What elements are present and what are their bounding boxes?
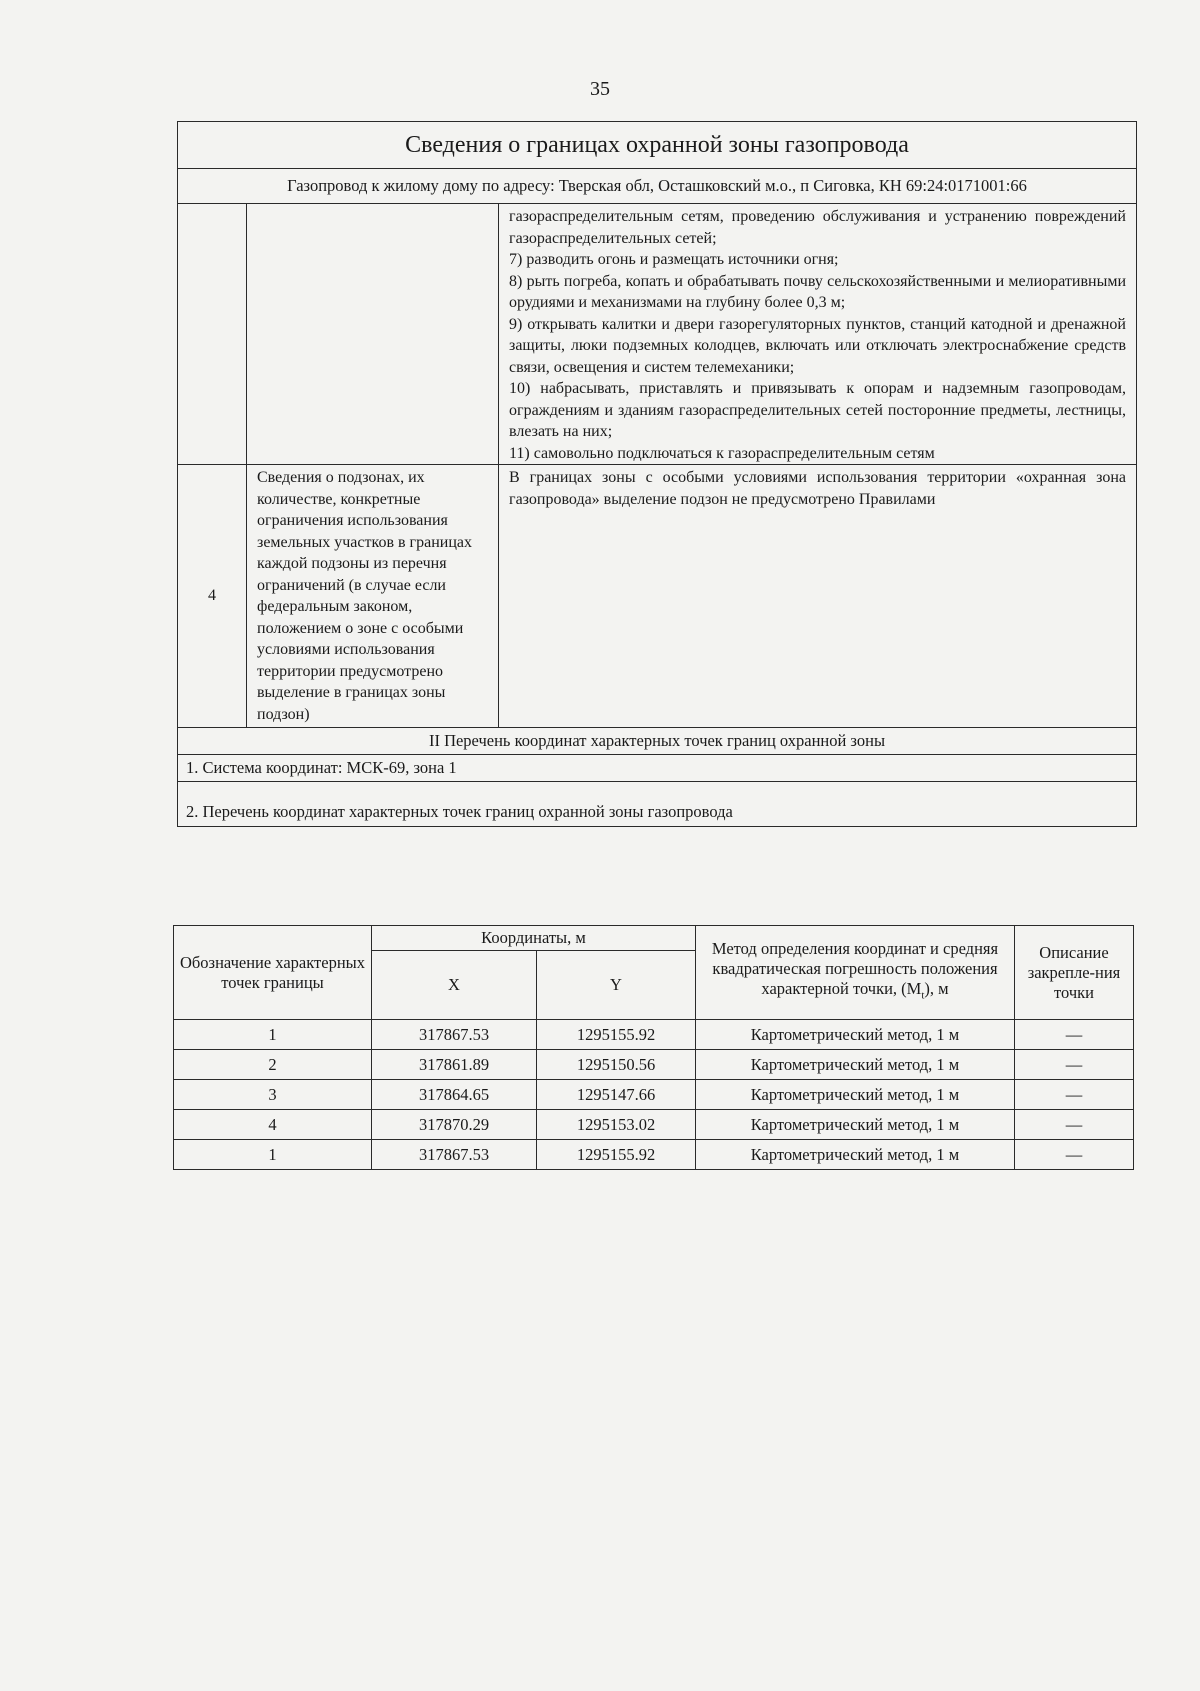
- fixing: —: [1015, 1020, 1134, 1050]
- restriction-paragraph: 11) самовольно подключаться к газораспределительным сетям: [509, 444, 935, 462]
- restriction-paragraph: 9) открывать калитки и двери газорегуляторных пунктов, станций катодной и дренажной защиты, люки подземных колодцев, включать или отключать электроснабжение средств связи, освещения и систем телемеханики;: [509, 315, 1126, 376]
- coordinates-table: [173, 925, 1134, 1170]
- fixing: —: [1015, 1050, 1134, 1080]
- header-method: [696, 926, 1015, 1020]
- x-coord: 317864.65: [372, 1080, 537, 1110]
- points-list-title: 2. Перечень координат характерных точек границ охранной зоны газопровода: [178, 782, 1137, 827]
- header-x: X: [372, 951, 537, 1020]
- fixing: —: [1015, 1110, 1134, 1140]
- header-fixing: Описание закрепле-ния точки: [1015, 926, 1134, 1020]
- table-row: [174, 1110, 1134, 1140]
- table-row-3: [178, 204, 1137, 465]
- table-row: [174, 1020, 1134, 1050]
- point-id: 1: [174, 1140, 372, 1170]
- x-coord: 317867.53: [372, 1020, 537, 1050]
- row-description: В границах зоны с особыми условиями использования территории «охранная зона газопровода» выделение подзон не предусмотрено Правилами: [499, 465, 1137, 728]
- page-number: 35: [590, 78, 610, 100]
- y-coord: 1295155.92: [537, 1020, 696, 1050]
- x-coord: 317861.89: [372, 1050, 537, 1080]
- header-method-text: Метод определения координат и средняя квадратическая погрешность положения характерной точки, (M: [711, 939, 999, 999]
- header-method-tail: ), м: [924, 979, 949, 999]
- method: Картометрический метод, 1 м: [696, 1080, 1015, 1110]
- x-coord: 317870.29: [372, 1110, 537, 1140]
- fixing: —: [1015, 1080, 1134, 1110]
- method: Картометрический метод, 1 м: [696, 1110, 1015, 1140]
- header-y: Y: [537, 951, 696, 1020]
- fixing: —: [1015, 1140, 1134, 1170]
- table-row: [174, 1050, 1134, 1080]
- y-coord: 1295150.56: [537, 1050, 696, 1080]
- restrictions-cell: [499, 204, 1137, 465]
- row-number-cell: [178, 204, 247, 465]
- header-coordinates: Координаты, м: [372, 926, 696, 951]
- y-coord: 1295155.92: [537, 1140, 696, 1170]
- method: Картометрический метод, 1 м: [696, 1050, 1015, 1080]
- header-method-subscript: t: [921, 989, 925, 1002]
- restriction-paragraph: 7) разводить огонь и размещать источники огня;: [509, 251, 839, 268]
- restriction-paragraph: 8) рыть погреба, копать и обрабатывать почву сельскохозяйственными и мелиоративными орудиями и механизмами на глубину более 0,3 м;: [509, 272, 1126, 311]
- point-id: 1: [174, 1020, 372, 1050]
- x-coord: 317867.53: [372, 1140, 537, 1170]
- row-name: Сведения о подзонах, их количестве, конкретные ограничения использования земельных участков в границах каждой подзоны из перечня ограничений (в случае если федеральным законом, положением о зоне с особыми условиями использования территории предусмотрено выделение в границах зоны подзон): [247, 465, 499, 728]
- method: Картометрический метод, 1 м: [696, 1020, 1015, 1050]
- point-id: 4: [174, 1110, 372, 1140]
- restriction-paragraph: газораспределительным сетям, проведению обслуживания и устранению повреждений газораспределительных сетей;: [509, 208, 1126, 247]
- row-name-cell: [247, 204, 499, 465]
- point-id: 3: [174, 1080, 372, 1110]
- table-row: [174, 1080, 1134, 1110]
- document-title: Сведения о границах охранной зоны газопровода: [178, 122, 1137, 169]
- table-row-4: [178, 465, 1137, 728]
- method: Картометрический метод, 1 м: [696, 1140, 1015, 1170]
- zone-info-table: [177, 121, 1137, 827]
- row-number: 4: [178, 465, 247, 728]
- coordinate-system: 1. Система координат: МСК-69, зона 1: [178, 755, 1137, 782]
- object-description: Газопровод к жилому дому по адресу: Тверская обл, Осташковский м.о., п Сиговка, КН 69:24:0171001:66: [178, 169, 1137, 204]
- y-coord: 1295153.02: [537, 1110, 696, 1140]
- point-id: 2: [174, 1050, 372, 1080]
- header-designation: Обозначение характерных точек границы: [174, 926, 372, 1020]
- section-2-title: II Перечень координат характерных точек границ охранной зоны: [178, 728, 1137, 755]
- y-coord: 1295147.66: [537, 1080, 696, 1110]
- table-row: [174, 1140, 1134, 1170]
- restriction-paragraph: 10) набрасывать, приставлять и привязывать к опорам и надземным газопроводам, ограждениям и зданиям газораспределительных сетей посторонние предметы, лестницы, влезать на них;: [509, 380, 1126, 440]
